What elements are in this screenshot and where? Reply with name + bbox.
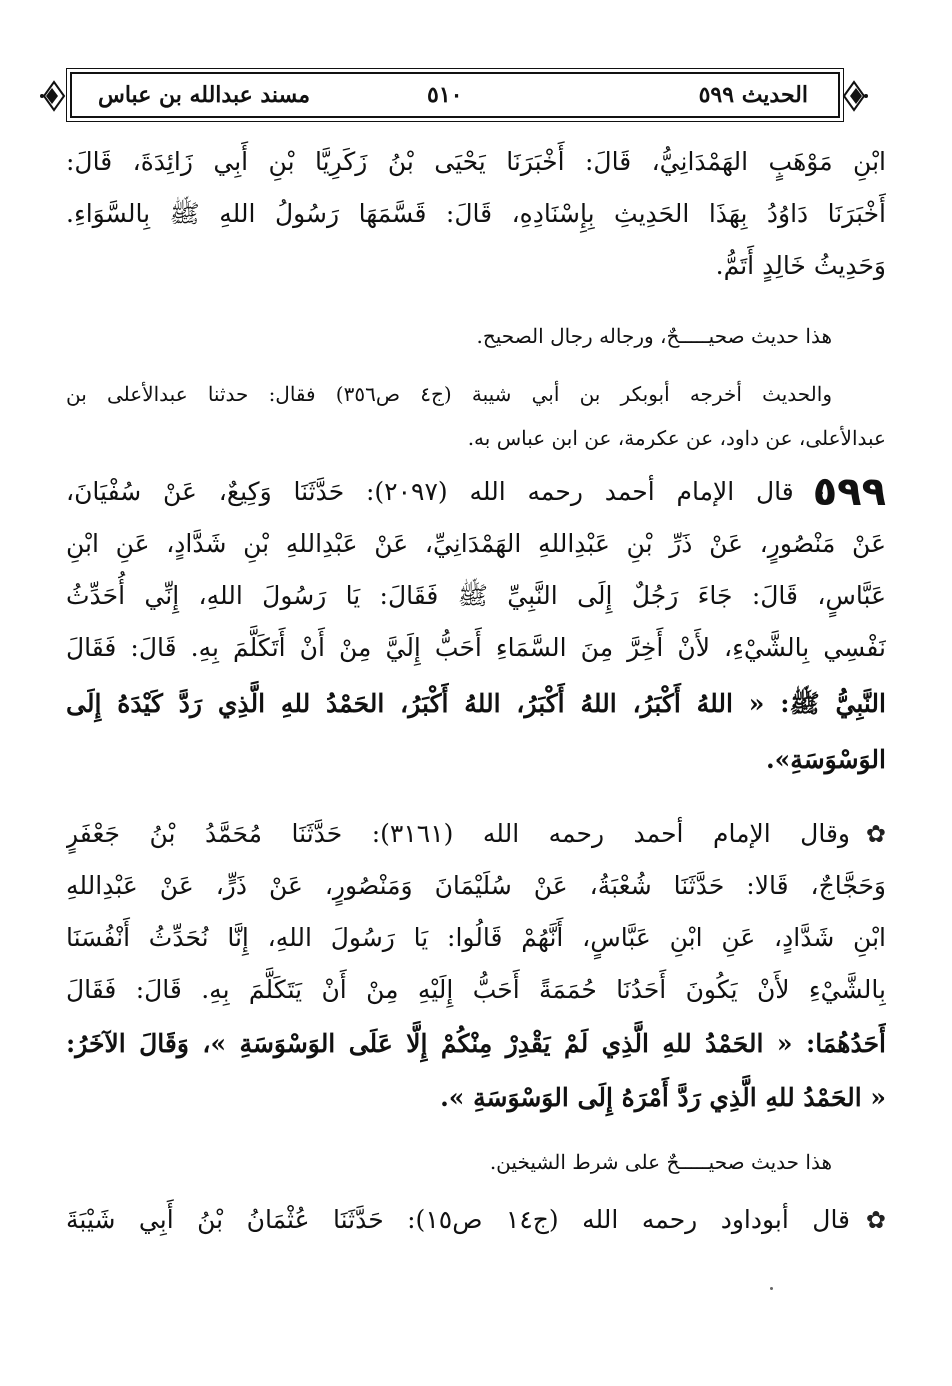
- grading-note-2: هذا حديث صحيـــــحٌ على شرط الشيخين.: [489, 1150, 832, 1174]
- header-book-title: مسند عبدالله بن عباس: [98, 82, 310, 108]
- text-line-8: عَبَّاسٍ، قَالَ: جَاءَ رَجُلٌ إِلَى النَّبِيِّ ﷺ فَقَالَ: يَا رَسُولَ اللهِ، إِنِّي أُحَدِّثُ: [66, 581, 886, 610]
- hadith-opening-line: - قال الإمام أحمد رحمه الله (٢٠٩٧): حَدَّثَنَا وَكِيعٌ، عَنْ سُفْيَانَ،: [66, 477, 824, 506]
- hadith-number: ٥٩٩: [812, 469, 886, 515]
- source-note-line-2: عبدالأعلى، عن داود، عن عكرمة، عن ابن عباس به.: [467, 426, 886, 450]
- text-line-3: وَحَدِيثُ خَالِدٍ أَتَمُّ.: [715, 251, 886, 280]
- text-line-2: أَخْبَرَنَا دَاوُدُ بِهَذَا الحَدِيثِ بِإِسْنَادِهِ، قَالَ: قَسَّمَهَا رَسُولُ اللهِ ﷺ بِالسَّوَاءِ.: [66, 199, 886, 228]
- source-note-line-1: والحديث أخرجه أبوبكر بن أبي شيبة (ج٤ ص٣٥٦) فقال: حدثنا عبدالأعلى بن: [66, 382, 832, 406]
- text-line-9: نَفْسِي بِالشَّيْءِ، لأَنْ أَخِرَّ مِنَ السَّمَاءِ أَحَبُّ إِلَيَّ مِنْ أَنْ أَتَكَلَّمَ بِهِ. قَالَ: فَقَالَ: [66, 633, 886, 662]
- text-line-11: الوَسْوَسَةِ».: [765, 745, 886, 774]
- paper-speck: [770, 1287, 773, 1290]
- header-ornament-left-icon: [40, 76, 66, 116]
- text-line-17: « الحَمْدُ للهِ الَّذِي رَدَّ أَمْرَهُ إِلَى الوَسْوَسَةِ ».: [440, 1083, 886, 1112]
- text-line-7: عَنْ مَنْصُورٍ، عَنْ ذَرِّ بْنِ عَبْدِاللهِ الهَمْدَانِيِّ، عَنْ عَبْدِاللهِ بْنِ شَدَّادٍ، عَنِ ابْنِ: [66, 529, 886, 558]
- text-line-13: وَحَجَّاجٌ، قَالا: حَدَّثَنَا شُعْبَةُ، عَنْ سُلَيْمَانَ وَمَنْصُورٍ، عَنْ ذَرٍّ، عَنْ عَبْدِاللهِ: [66, 871, 886, 900]
- page-number: ٥١٠: [427, 82, 463, 108]
- text-line-12: وقال الإمام أحمد رحمه الله (٣١٦١): حَدَّثَنَا مُحَمَّدُ بْنُ جَعْفَرٍ: [66, 819, 850, 848]
- header-ornament-right-icon: [842, 76, 868, 116]
- text-line-16: أَحَدُهُمَا: « الحَمْدُ للهِ الَّذِي لَمْ يَقْدِرْ مِنْكُمْ إِلَّا عَلَى الوَسْوَسَةِ »، وَقَالَ الآخَرُ:: [66, 1029, 886, 1058]
- text-line-14: ابْنِ شَدَّادٍ، عَنِ ابْنِ عَبَّاسٍ، أَنَّهُمْ قَالُوا: يَا رَسُولَ اللهِ، إِنَّا نُحَدِّثُ أَنْفُسَنَا: [66, 923, 886, 952]
- text-line-10: النَّبِيُّ ﷺ: « اللهُ أَكْبَرُ، اللهُ أَكْبَرُ، اللهُ أَكْبَرُ، الحَمْدُ للهِ الَّذِي رَدَّ كَيْدَهُ إِلَى: [66, 689, 886, 718]
- header-hadith-label: الحديث ٥٩٩: [698, 82, 808, 108]
- flower-bullet-icon: ✿: [865, 820, 886, 848]
- running-header: [70, 72, 840, 118]
- text-line-1: ابْنِ مَوْهَبٍ الهَمْدَانِيُّ، قَالَ: أَخْبَرَنَا يَحْيَى بْنُ زَكَرِيَّا بْنِ أَبِي زَائِدَةَ، قَالَ:: [66, 147, 886, 176]
- flower-bullet-icon-2: ✿: [865, 1206, 886, 1234]
- text-line-15: بِالشَّيْءِ لأَنْ يَكُونَ أَحَدُنَا حُمَمَةً أَحَبُّ إِلَيْهِ مِنْ أَنْ يَتَكَلَّمَ بِهِ. قَالَ: فَقَالَ: [66, 975, 886, 1004]
- text-line-18: قال أبوداود رحمه الله (ج١٤ ص١٥): حَدَّثَنَا عُثْمَانُ بْنُ أَبِي شَيْبَةَ: [66, 1205, 850, 1234]
- grading-note-1: هذا حديث صحيـــــحٌ، ورجاله رجال الصحيح.: [476, 324, 832, 348]
